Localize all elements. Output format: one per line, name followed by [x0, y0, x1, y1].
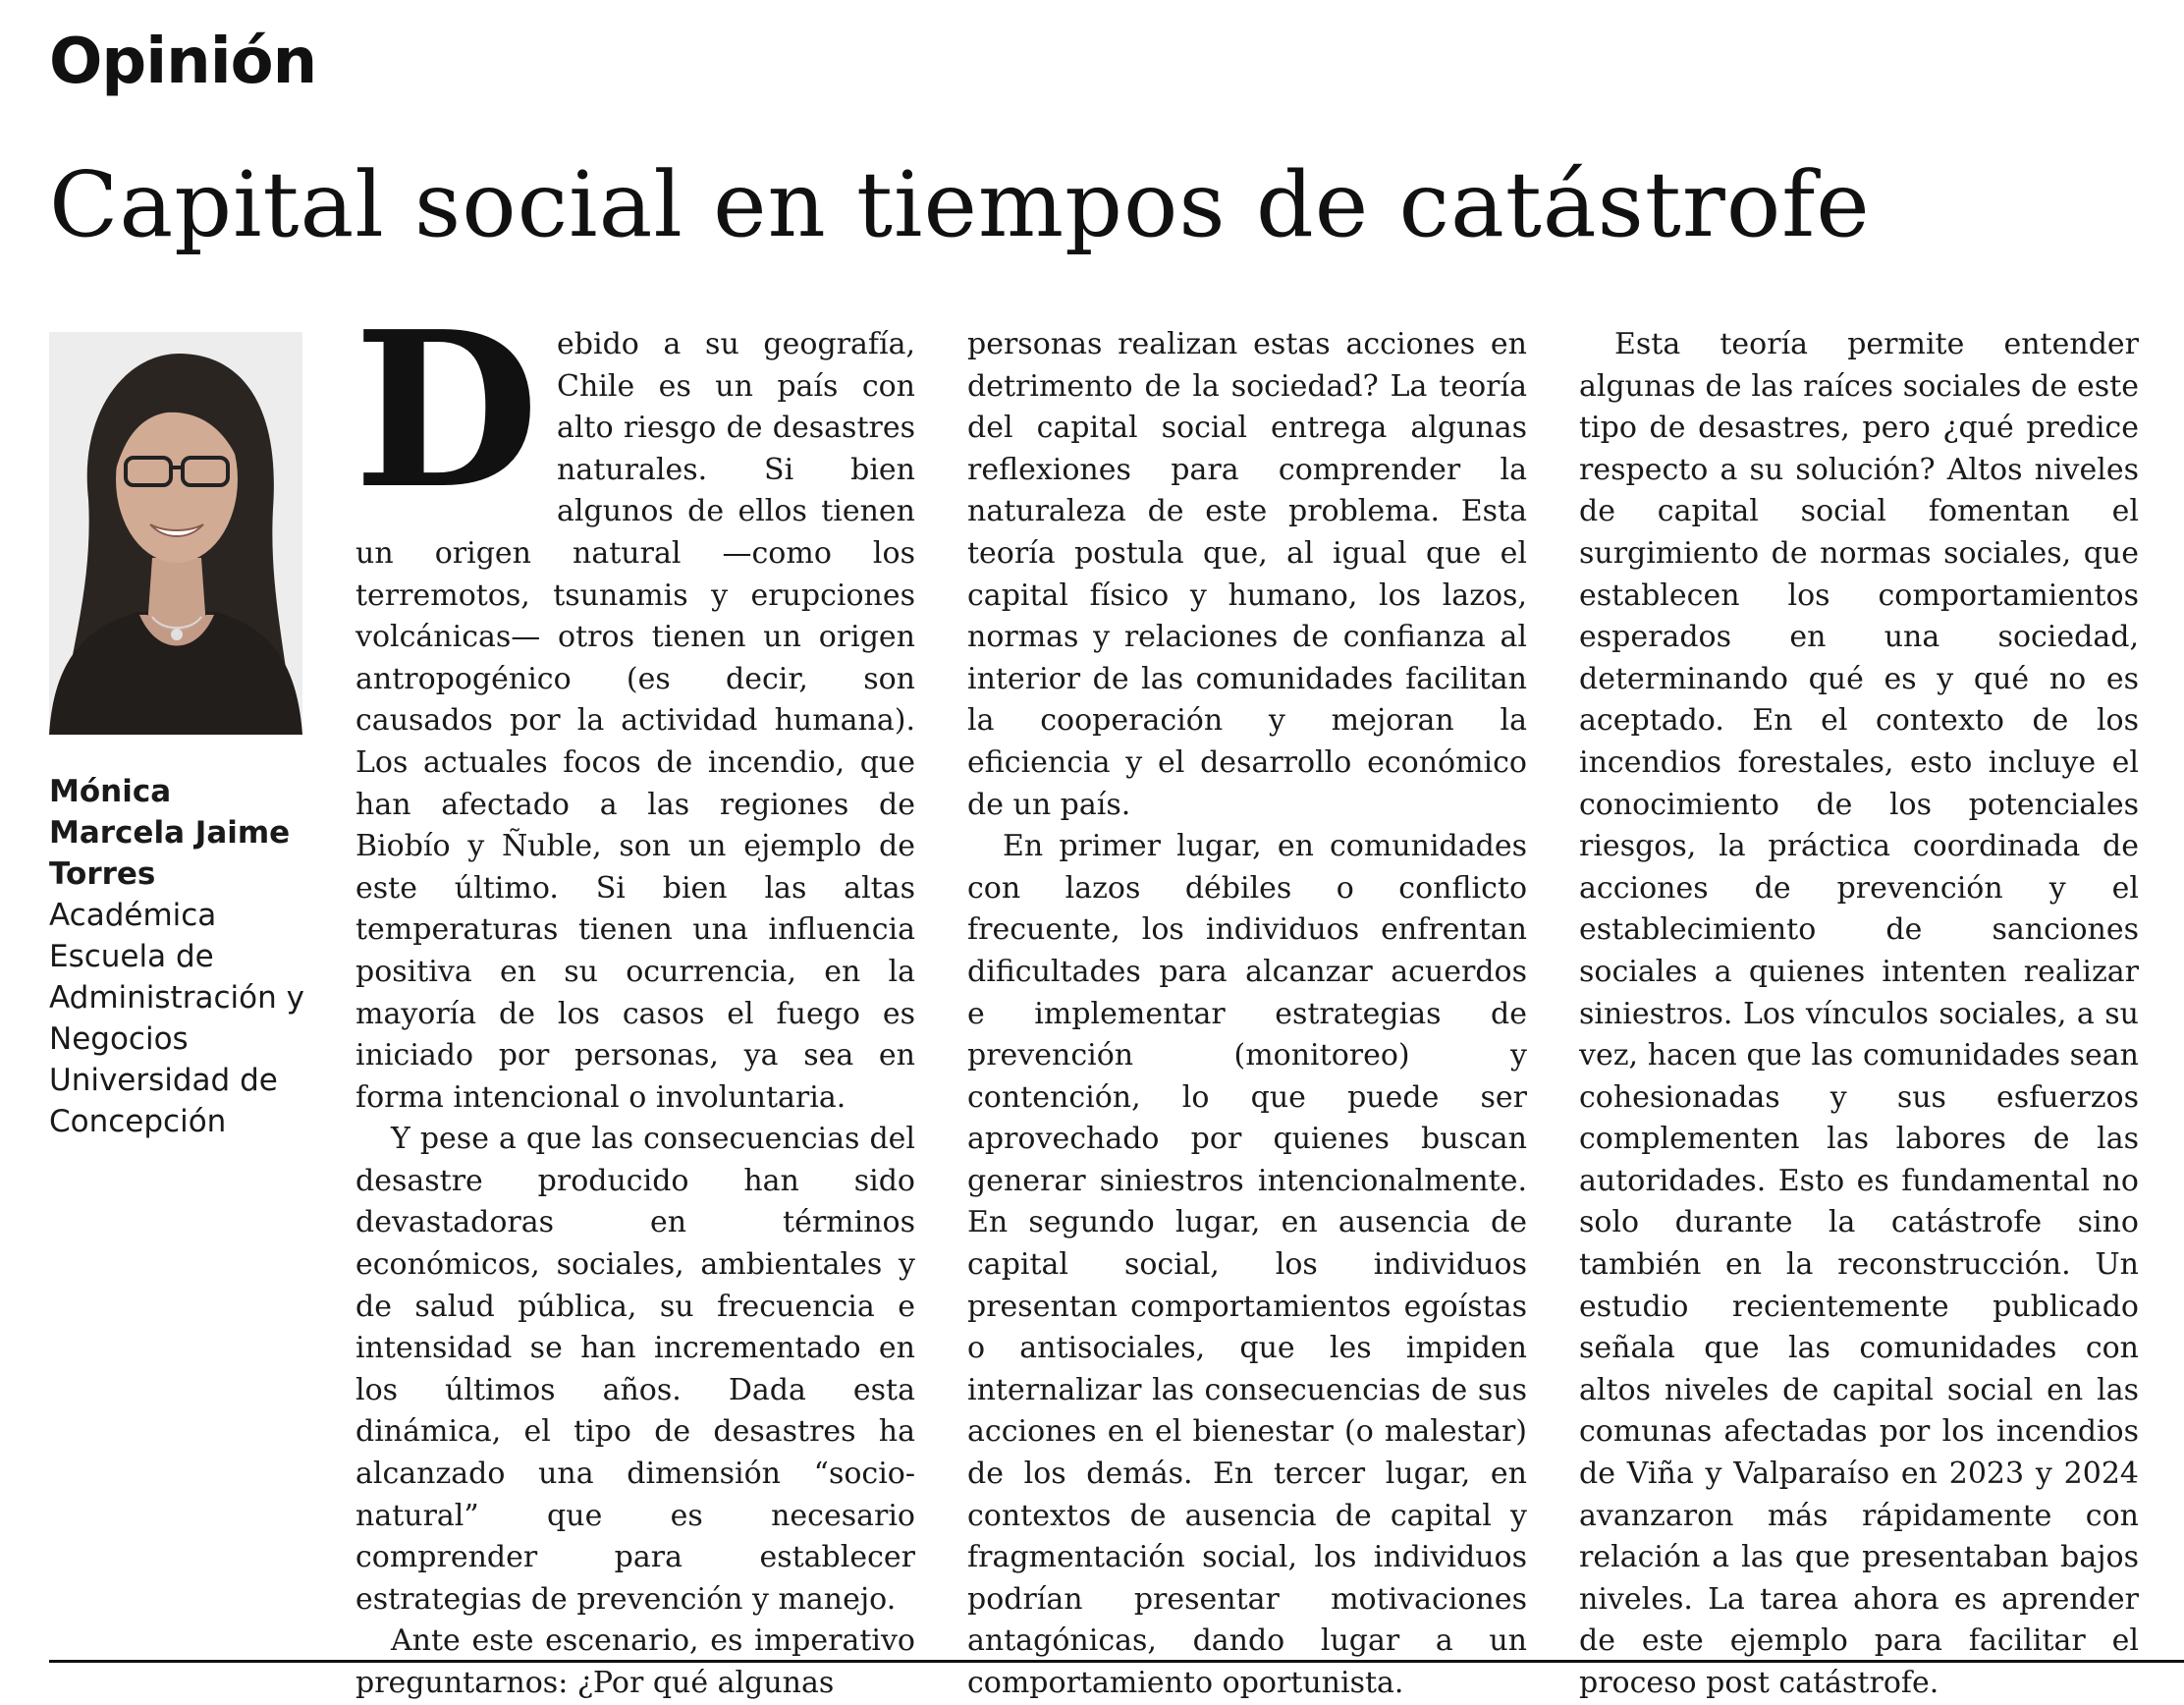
drop-cap: D: [354, 285, 540, 536]
article-paragraph: Y pese a que las consecuencias del desastre producido han sido devastadoras en términos económicos, sociales, ambientales y de salud pública, su frecuencia e intensidad se han incrementado en los últimos años. Dada esta dinámica, el tipo de desastres ha alcanzado una dimensión “socio-natural” que es necesario comprender para establecer estrategias de prevención y manejo.: [355, 1122, 915, 1617]
article-paragraph: Ante este escenario, es imperativo preguntarnos: ¿Por qué algunas: [355, 1623, 915, 1700]
paragraph-text: ebido a su geografía, Chile es un país con alto riesgo de desastres naturales. Si bien algunos de ellos tienen un origen natural —como los terremotos, tsunamis y erupciones volcánicas— otros tienen un origen antropogénico (es decir, son causados por la actividad humana). Los actuales focos de incendio, que han afectado a las regiones de Biobío y Ñuble, son un ejemplo de este último. Si bien las altas temperaturas tienen una influencia positiva en su ocurrencia, en la mayoría de los casos el fuego es iniciado por personas, ya sea en forma intencional o involuntaria.: [355, 327, 915, 1115]
bottom-rule: [49, 1660, 2184, 1663]
author-photo: [49, 332, 302, 735]
article-column-1: [354, 285, 915, 1705]
author-title: Académica Escuela de Administración y Negocios Universidad de Concepción: [49, 898, 304, 1139]
article-paragraph: Esta teoría permite entender algunas de las raíces sociales de este tipo de desastres, pero ¿qué predice respecto a su solución? Altos niveles de capital social fomentan el surgimiento de normas sociales, que establecen los comportamientos esperados en una sociedad, determinando qué es y qué no es aceptado. En el contexto de los incendios forestales, esto incluye el conocimiento de los potenciales riesgos, la práctica coordinada de acciones de prevención y el establecimiento de sanciones sociales a quienes intenten realizar siniestros. Los vínculos sociales, a su vez, hacen que las comunidades sean cohesionadas y sus esfuerzos complementen las labores de las autoridades. Esto es fundamental no solo durante la catástrofe sino también en la reconstrucción. Un estudio recientemente publicado señala que las comunidades con altos niveles de capital social en las comunas afectadas por los incendios de Viña y Valparaíso en 2023 y 2024 avanzaron más rápidamente con relación a las que presentaban bajos niveles. La tarea ahora es aprender de este ejemplo para facilitar el proceso post catástrofe.: [1579, 327, 2139, 1700]
article-column-2: [967, 324, 1527, 1705]
headline: Capital social en tiempos de catástrofe: [49, 152, 1871, 257]
article-paragraph-continued: personas realizan estas acciones en detrimento de la sociedad? La teoría del capital social entrega algunas reflexiones para comprender la naturaleza de este problema. Esta teoría postula que, al igual que el capital físico y humano, los lazos, normas y relaciones de confianza al interior de las comunidades facilitan la cooperación y mejoran la eficiencia y el desarrollo económico de un país.: [967, 327, 1527, 822]
article-paragraph: En primer lugar, en comunidades con lazos débiles o conflicto frecuente, los individuos enfrentan dificultades para alcanzar acuerdos e implementar estrategias de prevención (monitoreo) y contención, lo que puede ser aprovechado por quienes buscan generar siniestros intencionalmente. En segundo lugar, en ausencia de capital social, los individuos presentan comportamientos egoístas o antisociales, que les impiden internalizar las consecuencias de sus acciones en el bienestar (o malestar) de los demás. En tercer lugar, en contextos de ausencia de capital y fragmentación social, los individuos podrían presentar motivaciones antagónicas, dando lugar a un comportamiento oportunista.: [967, 829, 1527, 1700]
article-paragraph: [354, 285, 915, 1119]
section-label: Opinión: [49, 26, 317, 98]
article-column-3: [1579, 324, 2139, 1705]
author-byline: [49, 771, 314, 1142]
author-name: Mónica Marcela Jaime Torres: [49, 774, 291, 892]
